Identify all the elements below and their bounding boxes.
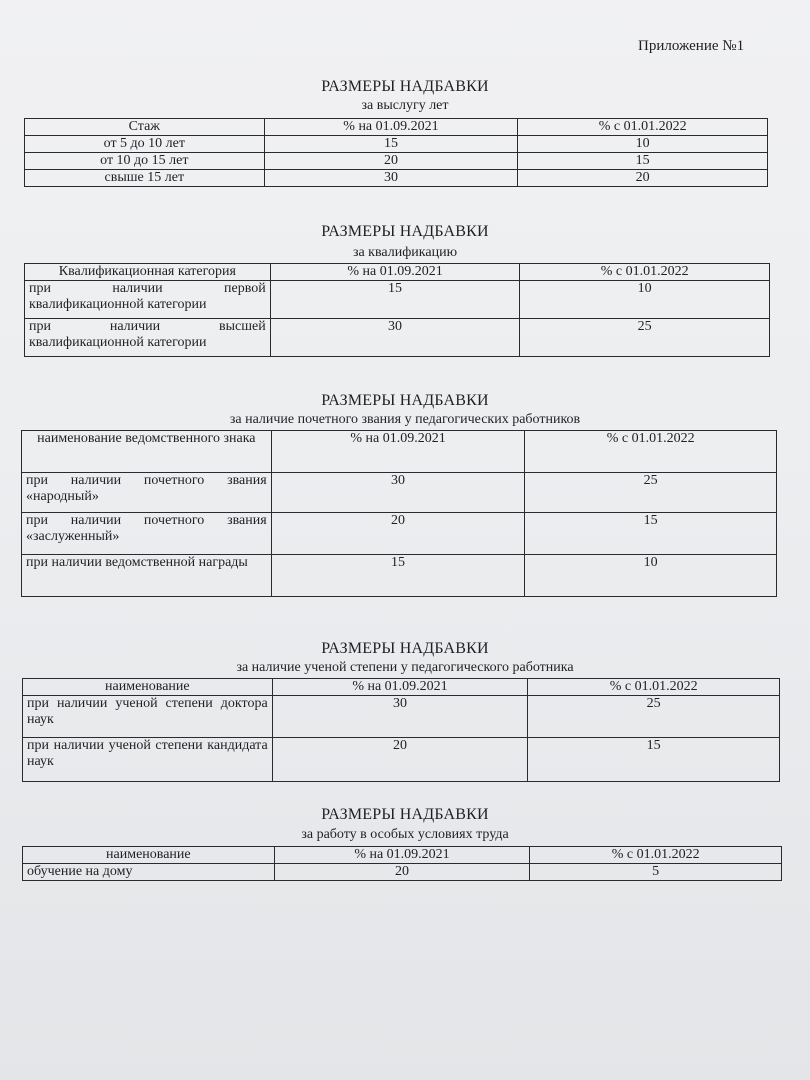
table-row	[22, 555, 777, 597]
column-header: % на 01.09.2021	[271, 431, 525, 473]
value-cell: 25	[528, 696, 780, 738]
table-header-row	[23, 847, 782, 864]
section-subtitle-special-conditions: за работу в особых условиях труда	[301, 827, 509, 842]
table-row	[25, 136, 768, 153]
column-header: % с 01.01.2022	[518, 119, 768, 136]
row-label: обучение на дому	[23, 864, 275, 881]
row-label: при наличии ученой степени кандидата наук	[23, 738, 273, 782]
column-header: % на 01.09.2021	[274, 847, 530, 864]
section-title-special-conditions: РАЗМЕРЫ НАДБАВКИ	[321, 806, 489, 823]
column-header: % с 01.01.2022	[530, 847, 782, 864]
column-header: наименование ведомственного знака	[22, 431, 272, 473]
value-cell: 5	[530, 864, 782, 881]
appendix-label: Приложение №1	[638, 38, 745, 54]
table-row	[25, 319, 770, 357]
table-row	[25, 281, 770, 319]
section-title-degree: РАЗМЕРЫ НАДБАВКИ	[321, 640, 489, 657]
table-header-row	[23, 679, 780, 696]
value-cell: 20	[518, 170, 768, 187]
table-honorary	[21, 430, 777, 597]
row-label: при наличии почетного звания «народный»	[22, 473, 272, 513]
value-cell: 30	[272, 696, 528, 738]
value-cell: 10	[525, 555, 777, 597]
value-cell: 20	[271, 513, 525, 555]
value-cell: 20	[264, 153, 518, 170]
row-label: при наличии высшей квалификационной категории	[25, 319, 271, 357]
section-title-seniority: РАЗМЕРЫ НАДБАВКИ	[321, 78, 489, 95]
table-header-row	[25, 119, 768, 136]
column-header: % с 01.01.2022	[520, 264, 770, 281]
table-seniority	[24, 118, 768, 187]
column-header: Стаж	[25, 119, 265, 136]
column-header: наименование	[23, 847, 275, 864]
table-qualification	[24, 263, 770, 357]
table-row	[23, 864, 782, 881]
value-cell: 20	[272, 738, 528, 782]
section-subtitle-degree: за наличие ученой степени у педагогического работника	[236, 660, 574, 675]
row-label: от 10 до 15 лет	[25, 153, 265, 170]
table-row	[25, 170, 768, 187]
row-label: при наличии первой квалификационной категории	[25, 281, 271, 319]
row-label: при наличии почетного звания «заслуженный»	[22, 513, 272, 555]
value-cell: 20	[274, 864, 530, 881]
table-row	[22, 513, 777, 555]
column-header: Квалификационная категория	[25, 264, 271, 281]
row-label: при наличии ученой степени доктора наук	[23, 696, 273, 738]
column-header: % с 01.01.2022	[525, 431, 777, 473]
column-header: % на 01.09.2021	[272, 679, 528, 696]
value-cell: 10	[518, 136, 768, 153]
table-degree	[22, 678, 780, 782]
table-row	[22, 473, 777, 513]
value-cell: 25	[520, 319, 770, 357]
section-subtitle-qualification: за квалификацию	[352, 245, 458, 260]
value-cell: 30	[271, 473, 525, 513]
column-header: наименование	[23, 679, 273, 696]
column-header: % на 01.09.2021	[270, 264, 520, 281]
value-cell: 30	[264, 170, 518, 187]
section-title-qualification: РАЗМЕРЫ НАДБАВКИ	[321, 223, 489, 240]
column-header: % на 01.09.2021	[264, 119, 518, 136]
value-cell: 15	[264, 136, 518, 153]
value-cell: 15	[525, 513, 777, 555]
table-row	[23, 738, 780, 782]
value-cell: 10	[520, 281, 770, 319]
value-cell: 15	[271, 555, 525, 597]
section-subtitle-honorary: за наличие почетного звания у педагогических работников	[229, 412, 581, 427]
value-cell: 15	[270, 281, 520, 319]
table-row	[23, 696, 780, 738]
value-cell: 15	[518, 153, 768, 170]
row-label: от 5 до 10 лет	[25, 136, 265, 153]
section-title-honorary: РАЗМЕРЫ НАДБАВКИ	[321, 392, 489, 409]
table-header-row	[25, 264, 770, 281]
value-cell: 25	[525, 473, 777, 513]
table-row	[25, 153, 768, 170]
value-cell: 15	[528, 738, 780, 782]
column-header: % с 01.01.2022	[528, 679, 780, 696]
value-cell: 30	[270, 319, 520, 357]
table-special-conditions	[22, 846, 782, 881]
table-header-row	[22, 431, 777, 473]
section-subtitle-seniority: за выслугу лет	[361, 98, 449, 113]
row-label: свыше 15 лет	[25, 170, 265, 187]
row-label: при наличии ведомственной награды	[22, 555, 272, 597]
